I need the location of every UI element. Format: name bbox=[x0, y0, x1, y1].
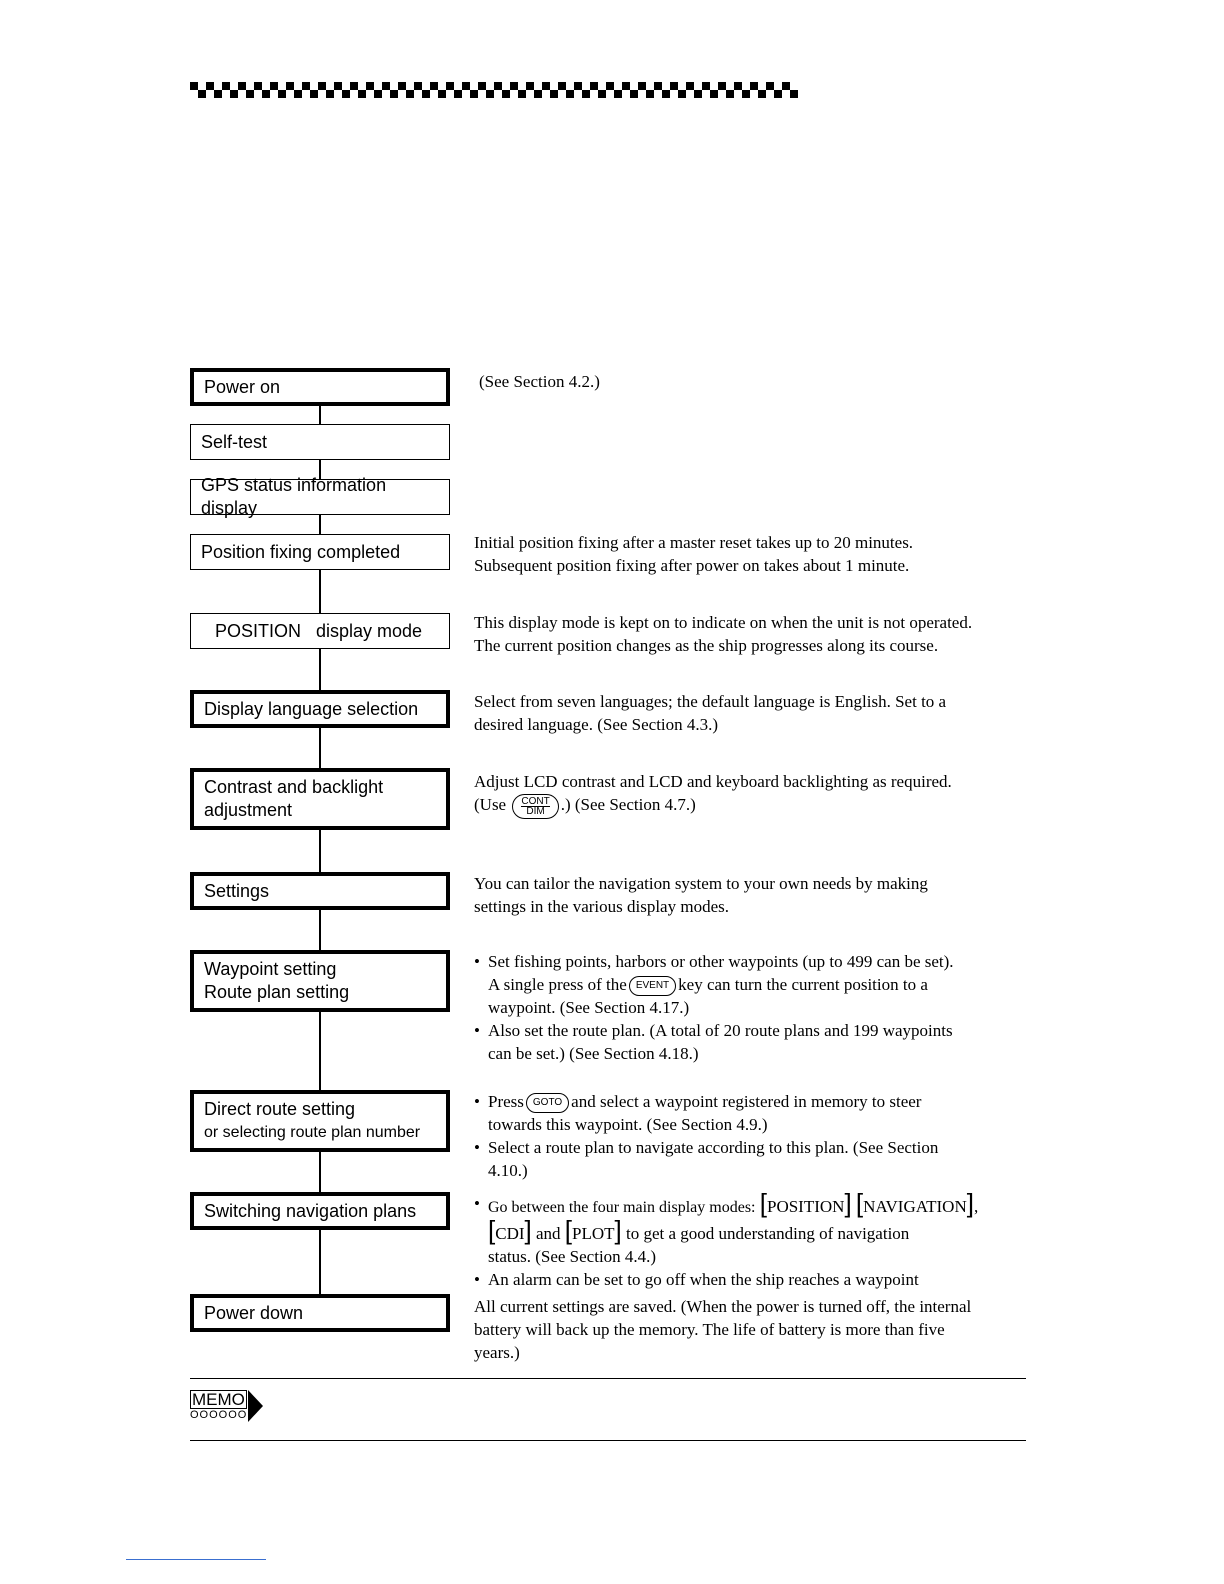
checker-cell bbox=[526, 82, 534, 90]
checker-cell bbox=[534, 82, 542, 90]
desc-text-line bbox=[474, 793, 1014, 819]
checker-cell bbox=[262, 82, 270, 90]
checker-cell bbox=[758, 90, 766, 98]
checker-cell bbox=[510, 82, 518, 90]
desc-text: and bbox=[536, 1224, 561, 1243]
desc-text: key can turn the current position to a bbox=[678, 975, 928, 994]
checker-cell bbox=[302, 90, 310, 98]
checker-cell bbox=[678, 82, 686, 90]
bracket-icon: ] bbox=[614, 1215, 622, 1245]
checker-cell bbox=[774, 90, 782, 98]
flow-step-label: Self-test bbox=[201, 431, 268, 452]
checker-cell bbox=[486, 90, 494, 98]
flow-step-label: Switching navigation plans bbox=[204, 1200, 417, 1221]
mode-label-plot: PLOT bbox=[572, 1224, 615, 1243]
checker-cell bbox=[494, 82, 502, 90]
checker-cell bbox=[574, 90, 582, 98]
bullet-item bbox=[474, 1188, 1014, 1268]
desc-position-fixing bbox=[474, 531, 1014, 577]
checker-cell bbox=[590, 90, 598, 98]
memo-top-rule bbox=[190, 1378, 1026, 1379]
checker-cell bbox=[542, 90, 550, 98]
desc-power-on bbox=[479, 370, 1019, 393]
checker-cell bbox=[774, 82, 782, 90]
flow-step-label: adjustment bbox=[204, 800, 293, 820]
checker-cell bbox=[198, 82, 206, 90]
desc-text: This display mode is kept on to indicate on when the unit is not operated. bbox=[474, 613, 973, 632]
desc-text: (See Section 4.2.) bbox=[479, 372, 600, 391]
desc-text: Press bbox=[488, 1092, 524, 1111]
checker-cell bbox=[566, 82, 574, 90]
checker-cell bbox=[646, 82, 654, 90]
desc-power-down bbox=[474, 1295, 1014, 1364]
desc-text: waypoint. (See Section 4.17.) bbox=[488, 998, 690, 1018]
flow-step-label: Route plan setting bbox=[204, 982, 350, 1002]
desc-text-line bbox=[488, 973, 1014, 996]
checker-cell bbox=[294, 90, 302, 98]
checker-cell bbox=[630, 90, 638, 98]
checker-cell bbox=[414, 90, 422, 98]
checker-cell bbox=[782, 82, 790, 90]
checker-cell bbox=[590, 82, 598, 90]
checker-cell bbox=[622, 82, 630, 90]
checker-cell bbox=[198, 90, 206, 98]
checker-cell bbox=[238, 90, 246, 98]
checker-cell bbox=[270, 82, 278, 90]
checker-cell bbox=[414, 82, 422, 90]
checker-cell bbox=[318, 82, 326, 90]
checker-cell bbox=[766, 82, 774, 90]
bracket-icon: ] bbox=[844, 1188, 852, 1218]
flow-step-position-fixing bbox=[190, 534, 450, 570]
desc-waypoint bbox=[474, 950, 1014, 1065]
checker-cell bbox=[494, 90, 502, 98]
desc-text: • An alarm can be set to go off when the ship reaches a waypoint bbox=[488, 1270, 919, 1289]
flow-step-language bbox=[190, 690, 450, 728]
flow-connector bbox=[319, 405, 321, 425]
desc-settings bbox=[474, 872, 1014, 918]
flow-step-settings bbox=[190, 872, 450, 910]
flow-step-power-down bbox=[190, 1294, 450, 1332]
memo-bottom-rule bbox=[190, 1440, 1026, 1441]
desc-text: Select from seven languages; the default language is English. Set to a bbox=[474, 692, 947, 711]
desc-text-line bbox=[488, 1215, 1014, 1245]
checker-cell bbox=[486, 82, 494, 90]
checker-cell bbox=[214, 82, 222, 90]
checker-cell bbox=[206, 82, 214, 90]
checker-cell bbox=[470, 82, 478, 90]
checker-cell bbox=[246, 82, 254, 90]
memo-dots: OOOOOO bbox=[190, 1409, 248, 1421]
checker-cell bbox=[574, 82, 582, 90]
bullet-item bbox=[474, 1090, 1014, 1136]
bracket-icon: [ bbox=[759, 1188, 767, 1218]
key-label: CONT bbox=[521, 795, 550, 807]
memo-arrow-icon bbox=[248, 1390, 263, 1422]
flow-step-gps-status bbox=[190, 475, 450, 518]
checker-cell bbox=[526, 90, 534, 98]
checker-cell bbox=[430, 82, 438, 90]
checker-cell bbox=[550, 82, 558, 90]
flow-connector bbox=[319, 649, 321, 692]
checker-cell bbox=[782, 90, 790, 98]
checker-cell bbox=[742, 90, 750, 98]
checker-cell bbox=[454, 82, 462, 90]
checker-cell bbox=[270, 90, 278, 98]
checker-cell bbox=[614, 90, 622, 98]
desc-text: desired language. (See Section 4.3.) bbox=[474, 715, 719, 734]
checker-cell bbox=[230, 90, 238, 98]
checker-cell bbox=[790, 90, 798, 98]
checker-cell bbox=[334, 82, 342, 90]
checker-cell bbox=[646, 90, 654, 98]
checker-cell bbox=[390, 90, 398, 98]
flow-step-contrast bbox=[190, 768, 450, 830]
checker-cell bbox=[286, 82, 294, 90]
memo-label: MEMO bbox=[190, 1390, 247, 1409]
checker-cell bbox=[398, 90, 406, 98]
checker-cell bbox=[598, 82, 606, 90]
key-label: DIM bbox=[521, 806, 549, 816]
desc-text: years.) bbox=[474, 1343, 520, 1362]
flow-connector bbox=[319, 570, 321, 613]
bullet-item bbox=[474, 1136, 1014, 1182]
checker-cell bbox=[462, 90, 470, 98]
flow-step-label: Contrast and backlight bbox=[204, 777, 384, 797]
desc-text: You can tailor the navigation system to your own needs by making bbox=[474, 874, 928, 893]
bullet-item bbox=[474, 1019, 1014, 1065]
checker-cell bbox=[726, 90, 734, 98]
checker-cell bbox=[350, 90, 358, 98]
checker-cell bbox=[278, 90, 286, 98]
flow-step-label: Settings bbox=[204, 880, 270, 901]
desc-text: • Set fishing points, harbors or other waypoints (up to 499 can be set). bbox=[488, 952, 954, 971]
checker-cell bbox=[366, 90, 374, 98]
checker-cell bbox=[438, 90, 446, 98]
checker-cell bbox=[422, 82, 430, 90]
checker-cell bbox=[686, 82, 694, 90]
checker-cell bbox=[670, 82, 678, 90]
flow-step-direct-route bbox=[190, 1090, 450, 1152]
checker-cell bbox=[734, 90, 742, 98]
checker-cell bbox=[702, 90, 710, 98]
checker-cell bbox=[766, 90, 774, 98]
mode-label-navigation: NAVIGATION bbox=[863, 1197, 967, 1216]
checker-cell bbox=[606, 82, 614, 90]
checker-cell bbox=[662, 90, 670, 98]
desc-text-line: • Go between the four main display modes: [POSITION] [NAVIGATION], bbox=[488, 1188, 979, 1218]
checker-cell bbox=[654, 82, 662, 90]
checker-cell bbox=[542, 82, 550, 90]
checker-cell bbox=[790, 82, 798, 90]
desc-text: Go between the four main display modes: bbox=[488, 1199, 756, 1216]
bracket-icon: ] bbox=[966, 1188, 974, 1218]
checker-cell bbox=[342, 82, 350, 90]
checker-cell bbox=[318, 90, 326, 98]
checker-cell bbox=[710, 82, 718, 90]
desc-text: 4.10.) bbox=[488, 1161, 528, 1181]
flow-step-label: Display language selection bbox=[204, 698, 419, 719]
checker-cell bbox=[310, 90, 318, 98]
desc-switching bbox=[474, 1188, 1014, 1291]
flow-connector bbox=[319, 1012, 321, 1092]
checker-cell bbox=[478, 90, 486, 98]
checker-cell bbox=[246, 90, 254, 98]
desc-text: A single press of the bbox=[488, 975, 627, 994]
checker-cell bbox=[582, 82, 590, 90]
checker-cell bbox=[558, 90, 566, 98]
desc-text: towards this waypoint. (See Section 4.9.) bbox=[488, 1115, 768, 1135]
checker-cell bbox=[670, 90, 678, 98]
checker-cell bbox=[566, 90, 574, 98]
checker-cell bbox=[238, 82, 246, 90]
checker-cell bbox=[382, 82, 390, 90]
checker-cell bbox=[750, 82, 758, 90]
checker-cell bbox=[222, 90, 230, 98]
checker-cell bbox=[206, 90, 214, 98]
desc-contrast bbox=[474, 770, 1014, 819]
memo-badge bbox=[190, 1390, 247, 1421]
desc-text: • Select a route plan to navigate according to this plan. (See Section bbox=[488, 1138, 939, 1158]
desc-text: .) (See Section 4.7.) bbox=[560, 795, 696, 814]
flow-step-power-on bbox=[190, 368, 450, 406]
mode-label-position: POSITION bbox=[766, 1197, 845, 1216]
flow-step-label: Position fixing completed bbox=[201, 541, 401, 562]
flow-step-label: Power on bbox=[204, 376, 281, 397]
checker-cell bbox=[374, 90, 382, 98]
checker-cell bbox=[502, 90, 510, 98]
desc-position-mode bbox=[474, 611, 1014, 657]
checker-cell bbox=[286, 90, 294, 98]
bracket-icon: [ bbox=[855, 1188, 864, 1218]
checker-cell bbox=[326, 82, 334, 90]
flow-step-label: Waypoint setting bbox=[204, 959, 337, 979]
checker-cell bbox=[614, 82, 622, 90]
checker-cell bbox=[550, 90, 558, 98]
checker-cell bbox=[278, 82, 286, 90]
flow-step-label: Power down bbox=[204, 1302, 304, 1323]
desc-text: Subsequent position fixing after power on takes about 1 minute. bbox=[474, 556, 910, 575]
checker-cell bbox=[358, 82, 366, 90]
checker-cell bbox=[654, 90, 662, 98]
checker-cell bbox=[758, 82, 766, 90]
checker-cell bbox=[406, 82, 414, 90]
checker-cell bbox=[710, 90, 718, 98]
checker-cell bbox=[374, 82, 382, 90]
flow-step-label: GPS status information display bbox=[201, 475, 387, 518]
desc-text: battery will back up the memory. The life of battery is more than five bbox=[474, 1320, 945, 1339]
checker-cell bbox=[302, 82, 310, 90]
desc-text: and select a waypoint registered in memory to steer bbox=[571, 1092, 922, 1111]
checker-cell bbox=[406, 90, 414, 98]
event-key-icon: EVENT bbox=[629, 976, 676, 996]
checker-cell bbox=[750, 90, 758, 98]
flow-step-label: POSITION display mode bbox=[215, 620, 423, 641]
checker-cell bbox=[350, 82, 358, 90]
checker-cell bbox=[310, 82, 318, 90]
checker-cell bbox=[686, 90, 694, 98]
flow-step-waypoint bbox=[190, 950, 450, 1012]
checker-cell bbox=[694, 82, 702, 90]
checker-cell bbox=[334, 90, 342, 98]
checker-cell bbox=[534, 90, 542, 98]
goto-key-icon: GOTO bbox=[526, 1093, 569, 1113]
cont-dim-key-icon bbox=[512, 794, 558, 819]
flow-connector bbox=[319, 1230, 321, 1296]
checker-cell bbox=[558, 82, 566, 90]
checker-cell bbox=[598, 90, 606, 98]
checker-cell bbox=[262, 90, 270, 98]
checker-cell bbox=[702, 82, 710, 90]
checker-cell bbox=[230, 82, 238, 90]
checker-cell bbox=[214, 90, 222, 98]
checker-cell bbox=[454, 90, 462, 98]
bullet-item bbox=[474, 1268, 1014, 1291]
desc-text: to get a good understanding of navigation bbox=[626, 1224, 910, 1243]
checker-cell bbox=[678, 90, 686, 98]
bracket-icon: [ bbox=[488, 1215, 496, 1245]
checker-cell bbox=[390, 82, 398, 90]
checker-cell bbox=[478, 82, 486, 90]
checker-cell bbox=[662, 82, 670, 90]
flow-connector bbox=[319, 910, 321, 952]
desc-language bbox=[474, 690, 1014, 736]
desc-text: status. (See Section 4.4.) bbox=[488, 1247, 657, 1266]
checker-cell bbox=[446, 82, 454, 90]
checker-cell bbox=[638, 82, 646, 90]
checker-cell bbox=[254, 90, 262, 98]
checker-cell bbox=[718, 90, 726, 98]
checker-cell bbox=[430, 90, 438, 98]
checker-cell bbox=[518, 82, 526, 90]
checker-cell bbox=[622, 90, 630, 98]
checker-cell bbox=[422, 90, 430, 98]
header-checker-pattern bbox=[190, 82, 798, 98]
checker-cell bbox=[398, 82, 406, 90]
checker-cell bbox=[630, 82, 638, 90]
checker-cell bbox=[446, 90, 454, 98]
checker-cell bbox=[502, 82, 510, 90]
desc-text-line bbox=[488, 1090, 1014, 1113]
checker-cell bbox=[718, 82, 726, 90]
bullet-item bbox=[474, 950, 1014, 1019]
desc-direct-route bbox=[474, 1090, 1014, 1182]
desc-text: settings in the various display modes. bbox=[474, 897, 729, 916]
checker-cell bbox=[582, 90, 590, 98]
checker-cell bbox=[734, 82, 742, 90]
flow-connector bbox=[319, 1150, 321, 1194]
checker-cell bbox=[694, 90, 702, 98]
flow-step-switching bbox=[190, 1192, 450, 1230]
desc-text: can be set.) (See Section 4.18.) bbox=[488, 1044, 699, 1064]
checker-cell bbox=[638, 90, 646, 98]
checker-cell bbox=[518, 90, 526, 98]
flow-connector bbox=[319, 728, 321, 770]
desc-text: Adjust LCD contrast and LCD and keyboard backlighting as required. bbox=[474, 772, 952, 791]
checker-cell bbox=[342, 90, 350, 98]
checker-cell bbox=[254, 82, 262, 90]
checker-cell bbox=[510, 90, 518, 98]
desc-text: Initial position fixing after a master reset takes up to 20 minutes. bbox=[474, 533, 914, 552]
checker-cell bbox=[190, 82, 198, 90]
checker-cell bbox=[222, 82, 230, 90]
flow-step-position-mode bbox=[190, 613, 450, 649]
desc-text: All current settings are saved. (When the power is turned off, the internal bbox=[474, 1297, 972, 1316]
desc-text: The current position changes as the ship progresses along its course. bbox=[474, 636, 939, 655]
checker-cell bbox=[326, 90, 334, 98]
checker-cell bbox=[606, 90, 614, 98]
checker-cell bbox=[742, 82, 750, 90]
footer-link-line bbox=[126, 1559, 266, 1560]
mode-label-cdi: CDI bbox=[495, 1224, 525, 1243]
flow-step-label: Direct route setting bbox=[204, 1099, 356, 1119]
bracket-icon: [ bbox=[564, 1215, 573, 1245]
checker-cell bbox=[726, 82, 734, 90]
checker-cell bbox=[470, 90, 478, 98]
flow-step-label: or selecting route plan number bbox=[204, 1124, 421, 1141]
desc-text: (Use bbox=[474, 795, 507, 814]
checker-cell bbox=[366, 82, 374, 90]
checker-cell bbox=[462, 82, 470, 90]
checker-cell bbox=[382, 90, 390, 98]
bracket-icon: ] bbox=[524, 1215, 532, 1245]
desc-text: • Also set the route plan. (A total of 20 route plans and 199 waypoints bbox=[488, 1021, 953, 1041]
checker-cell bbox=[358, 90, 366, 98]
flow-connector bbox=[319, 830, 321, 874]
checker-cell bbox=[190, 90, 198, 98]
checker-cell bbox=[294, 82, 302, 90]
flow-step-self-test bbox=[190, 424, 450, 460]
checker-cell bbox=[438, 82, 446, 90]
